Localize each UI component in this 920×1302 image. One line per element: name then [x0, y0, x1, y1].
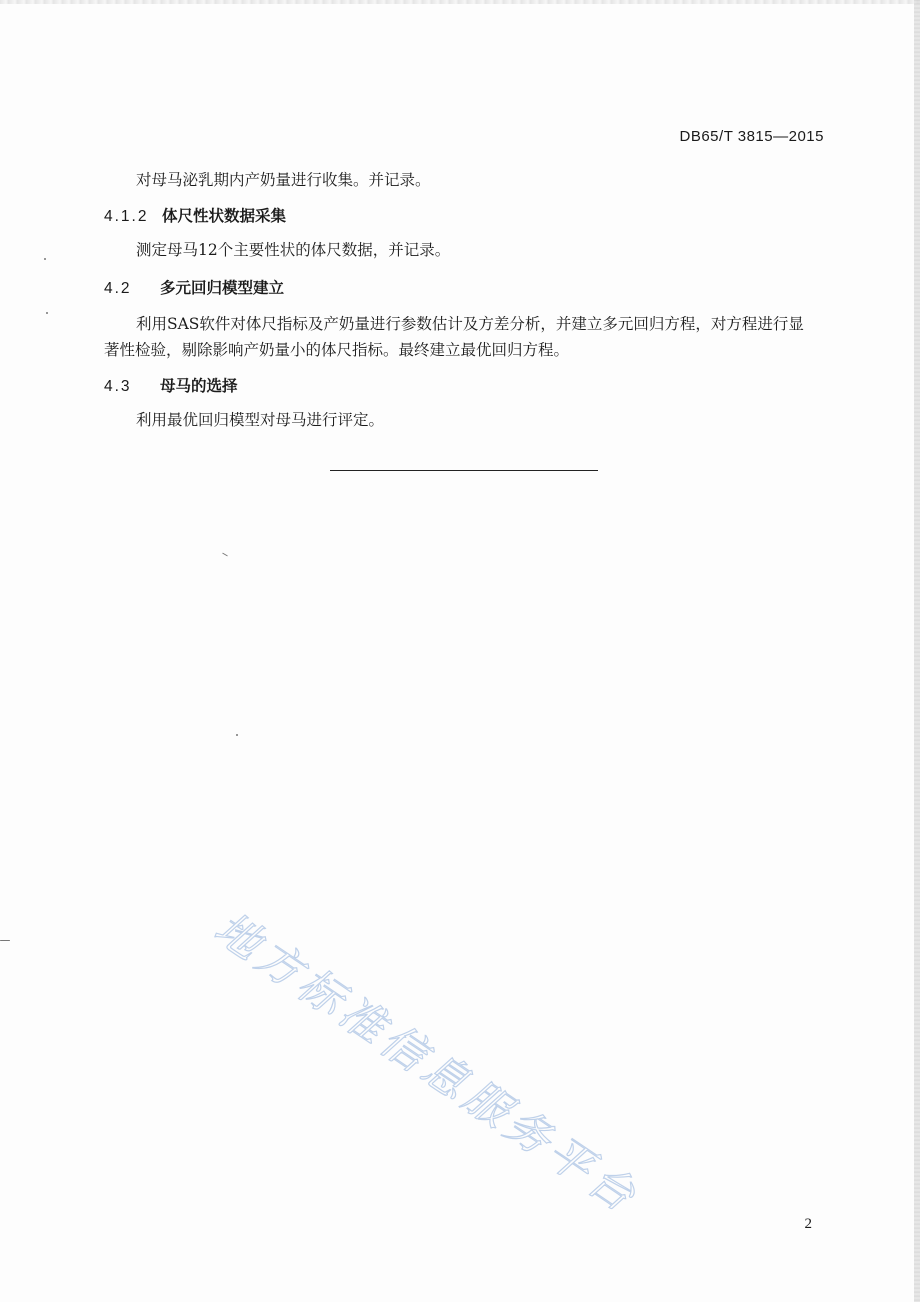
paragraph-evaluation: 利用最优回归模型对母马进行评定。	[136, 411, 385, 429]
paragraph-regression-line-1: 利用SAS软件对体尺指标及产奶量进行参数估计及方差分析，并建立多元回归方程，对方程进行显	[136, 315, 804, 333]
end-rule	[330, 470, 598, 471]
page-number: 2	[804, 1216, 812, 1232]
paragraph-regression-line-2: 著性检验，剔除影响产奶量小的体尺指标。最终建立最优回归方程。	[104, 341, 570, 359]
scan-speck	[46, 312, 48, 314]
document-id: DB65/T 3815—2015	[679, 128, 824, 145]
paragraph-body-measure: 测定母马12个主要性状的体尺数据，并记录。	[136, 241, 451, 259]
section-number: 4.2	[104, 280, 132, 297]
watermark: 地方标准信息服务平台	[205, 902, 649, 1225]
scan-speck	[236, 734, 238, 736]
section-number: 4.3	[104, 378, 132, 395]
scan-speck	[222, 553, 228, 557]
section-number: 4.1.2	[104, 208, 149, 225]
scan-speck	[0, 940, 10, 941]
section-title: 母马的选择	[160, 377, 238, 395]
section-heading-4-1-2	[104, 204, 286, 226]
section-title: 体尺性状数据采集	[162, 207, 287, 225]
section-title: 多元回归模型建立	[160, 279, 285, 297]
section-heading-4-2	[104, 276, 284, 298]
scan-edge-right	[914, 0, 920, 1302]
scan-edge-top	[0, 0, 920, 4]
section-heading-4-3	[104, 374, 238, 396]
scan-speck	[44, 258, 46, 260]
paragraph-milk-yield: 对母马泌乳期内产奶量进行收集。并记录。	[136, 171, 431, 189]
